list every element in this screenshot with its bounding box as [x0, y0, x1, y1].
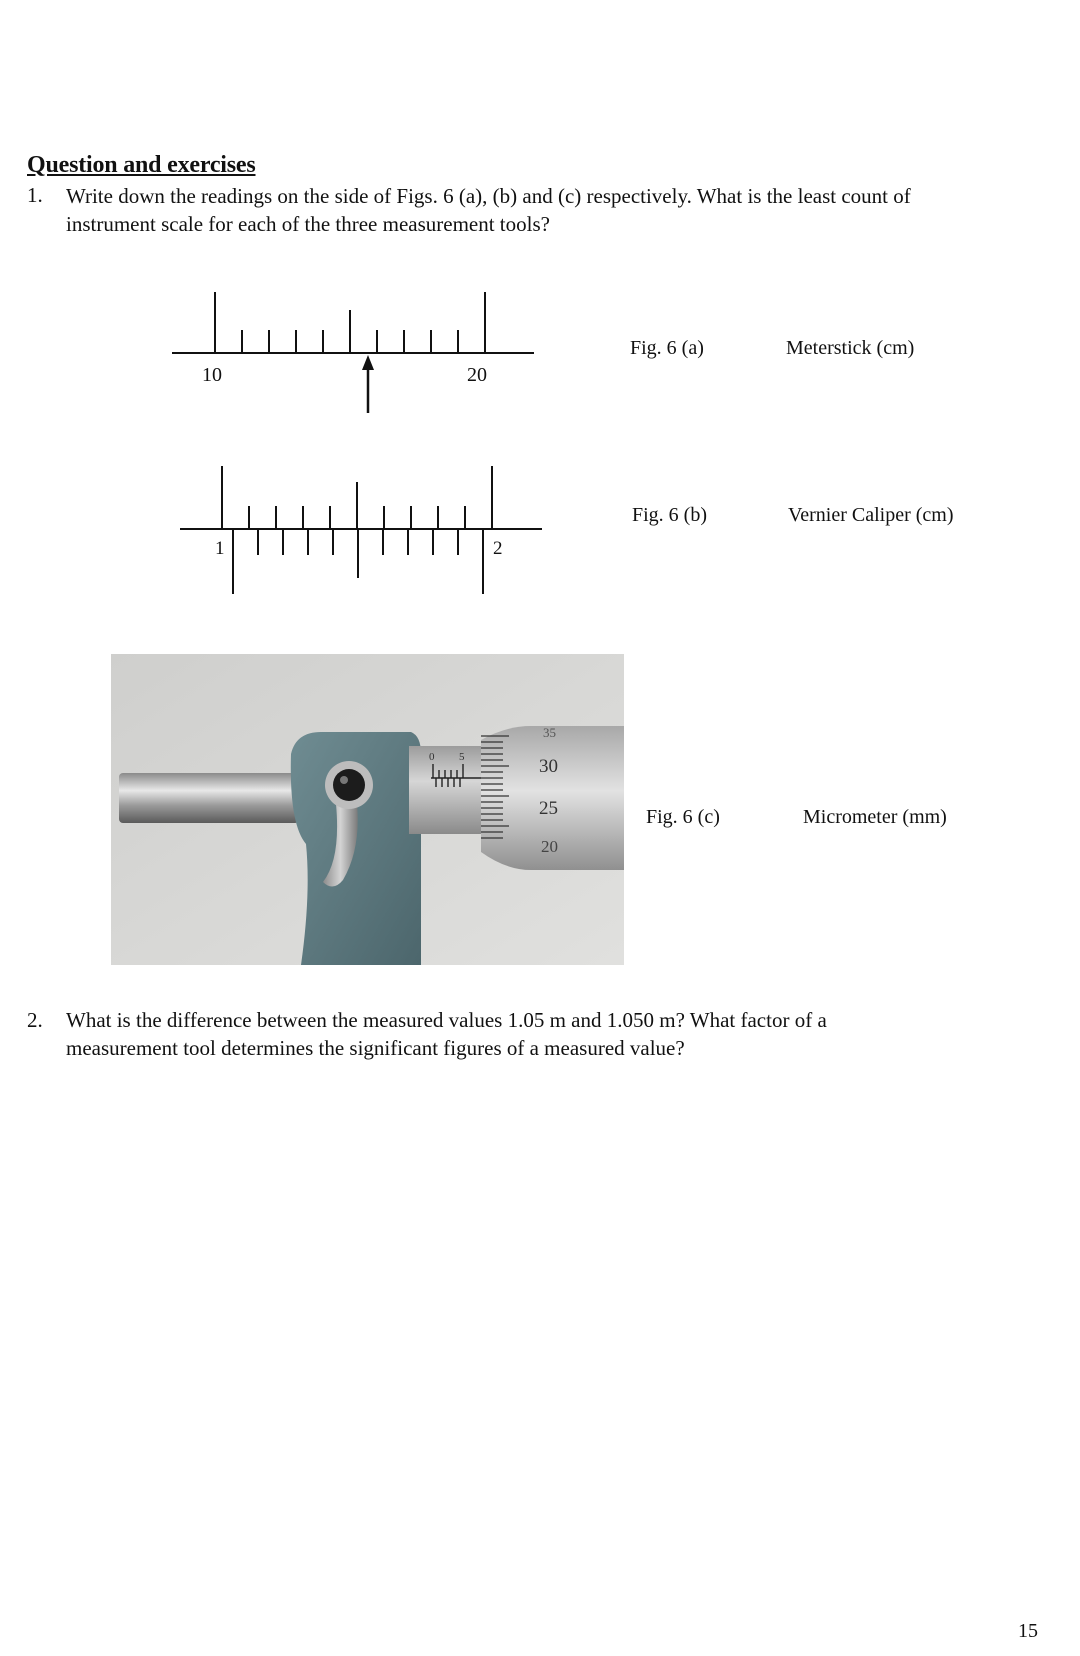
meterstick-label-10: 10 [202, 364, 222, 386]
micrometer-spindle [119, 773, 299, 823]
lock-knob-inner [333, 769, 365, 801]
question-1-line-1: Write down the readings on the side of Figs. 6 (a), (b) and (c) respectively. What is the least count of [66, 184, 911, 208]
question-2-number: 2. [27, 1008, 43, 1032]
fig-6b-instrument: Vernier Caliper (cm) [788, 504, 954, 526]
meterstick-pointer-arrow [362, 355, 374, 413]
question-1-number: 1. [27, 183, 43, 207]
fig-6a-instrument: Meterstick (cm) [786, 337, 915, 359]
vernier-main-scale-ticks [222, 466, 492, 529]
question-1-text [66, 182, 911, 238]
question-1-line-2: instrument scale for each of the three measurement tools? [66, 212, 550, 236]
meterstick-diagram [160, 280, 540, 420]
thimble-label-20: 20 [541, 837, 558, 856]
fig-6c-instrument: Micrometer (mm) [803, 806, 947, 828]
meterstick-label-20: 20 [467, 364, 487, 386]
meterstick-ticks [215, 292, 485, 353]
thimble-label-30: 30 [539, 756, 558, 777]
thimble-label-25: 25 [539, 798, 558, 819]
question-2-text [66, 1006, 827, 1062]
micrometer-photo [111, 654, 624, 965]
question-2-line-1: What is the difference between the measured values 1.05 m and 1.050 m? What factor of a [66, 1008, 827, 1032]
vernier-sliding-scale-ticks [233, 529, 483, 594]
thimble-label-35: 35 [543, 725, 556, 740]
sleeve-label-0: 0 [429, 751, 435, 763]
vernier-label-1: 1 [215, 538, 225, 559]
fig-6a-caption: Fig. 6 (a) [630, 337, 704, 359]
fig-6c-caption: Fig. 6 (c) [646, 806, 720, 828]
question-2-line-2: measurement tool determines the significant figures of a measured value? [66, 1036, 685, 1060]
section-heading: Question and exercises [27, 152, 256, 178]
fig-6b-caption: Fig. 6 (b) [632, 504, 707, 526]
page-number: 15 [1018, 1620, 1038, 1642]
vernier-diagram [172, 462, 552, 602]
vernier-label-2: 2 [493, 538, 503, 559]
sleeve-label-5: 5 [459, 751, 465, 763]
micrometer-sleeve [409, 746, 487, 834]
